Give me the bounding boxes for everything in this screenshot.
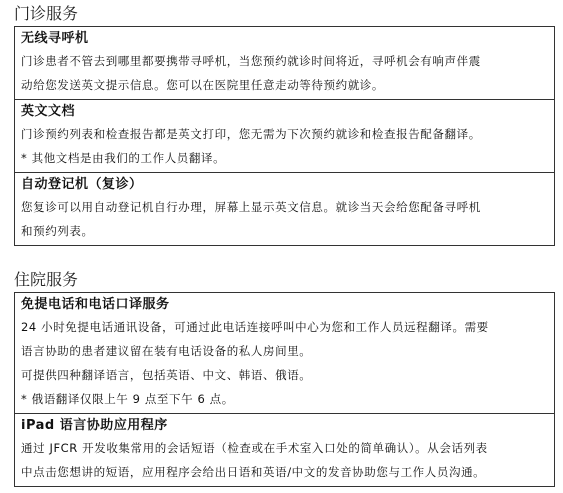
item-text-line: 门诊预约列表和检查报告都是英文打印，您无需为下次预约就诊和检查报告配备翻译。 [21,127,481,141]
item-text-line: 您复诊可以用自动登记机自行办理，屏幕上显示英文信息。就诊当天会给您配备寻呼机 [21,200,481,214]
item-text-line: * 俄语翻译仅限上午 9 点至下午 6 点。 [21,392,234,406]
outpatient-item-english-docs [15,99,554,172]
outpatient-item-auto-checkin [15,172,554,245]
item-text-line: 24 小时免提电话通讯设备，可通过此电话连接呼叫中心为您和工作人员远程翻译。需要 [21,320,489,334]
inpatient-item-ipad-app [15,413,554,486]
item-title-pager: 无线寻呼机 [21,31,89,46]
item-text-line: 语言协助的患者建议留在装有电话设备的私人房间里。 [21,344,312,358]
outpatient-box [14,26,555,246]
item-text-line: 和预约列表。 [21,224,94,238]
outpatient-section [14,4,555,246]
item-text-line: 中点击您想讲的短语，应用程序会给出日语和英语/中文的发音协助您与工作人员沟通。 [21,465,486,479]
inpatient-box [14,292,555,487]
inpatient-section [14,270,555,487]
item-text-line: 可提供四种翻译语言，包括英语、中文、韩语、俄语。 [21,368,312,382]
item-text-line: 动给您发送英文提示信息。您可以在医院里任意走动等待预约就诊。 [21,78,384,92]
item-text-line: 通过 JFCR 开发收集常用的会话短语（检查或在手术室入口处的简单确认）。从会话列表 [21,441,488,455]
item-title-phone-interpreting: 免提电话和电话口译服务 [21,297,170,312]
outpatient-section-title: 门诊服务 [14,4,79,23]
item-title-ipad-app: iPad 语言协助应用程序 [21,418,168,433]
inpatient-item-phone-interpreting [15,293,554,413]
item-text-line: 门诊患者不管去到哪里都要携带寻呼机，当您预约就诊时间将近，寻呼机会有响声伴震 [21,54,481,68]
inpatient-section-title: 住院服务 [14,270,79,289]
item-text-line: * 其他文档是由我们的工作人员翻译。 [21,151,226,165]
item-title-auto-checkin: 自动登记机（复诊） [21,177,143,192]
item-title-english-docs: 英文文档 [21,104,76,119]
outpatient-item-pager [15,27,554,99]
